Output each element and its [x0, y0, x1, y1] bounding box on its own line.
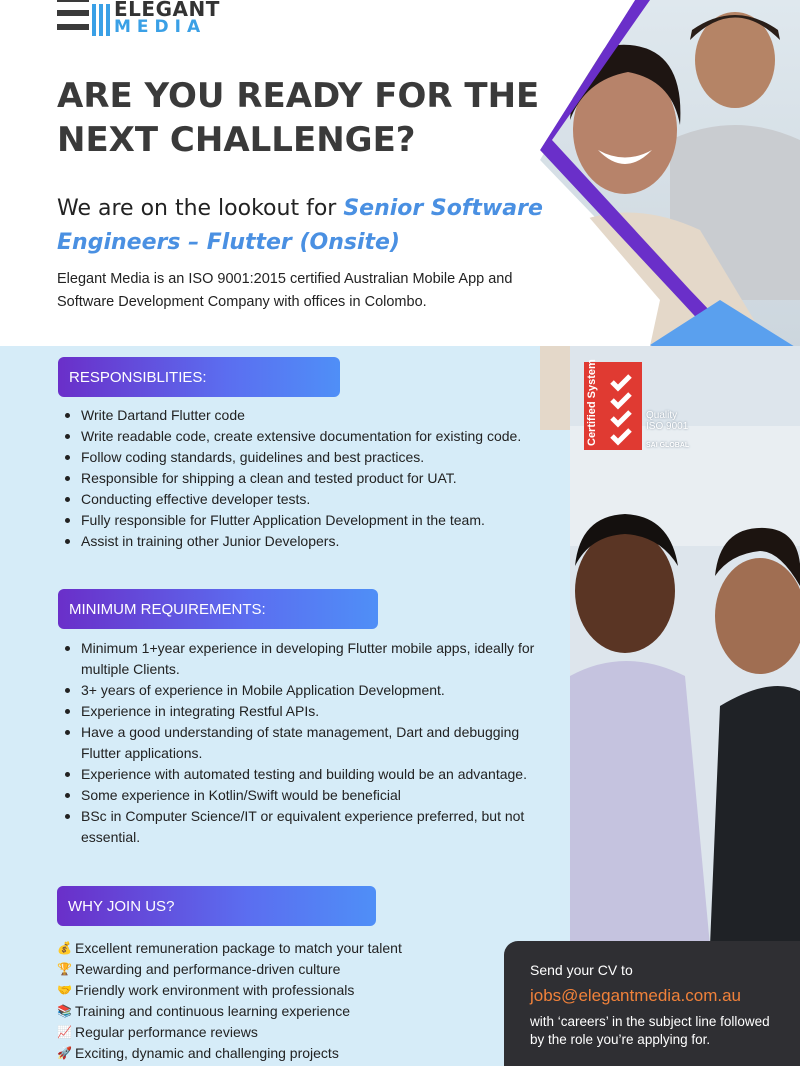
responsibilities-list: [62, 405, 532, 552]
chart-icon: 📈: [57, 1025, 72, 1039]
benefit-text: Regular performance reviews: [75, 1024, 258, 1040]
lookout-prefix: We are on the lookout for: [57, 196, 344, 221]
list-item: Minimum 1+year experience in developing Flutter mobile apps, ideally for multiple Clients.: [62, 638, 542, 680]
list-item: 3+ years of experience in Mobile Application Development.: [62, 680, 542, 701]
trophy-icon: 🏆: [57, 962, 72, 976]
responsibilities-heading: RESPONSIBLITIES:: [58, 357, 340, 397]
list-item: Fully responsible for Flutter Application Development in the team.: [62, 510, 532, 531]
list-item: Have a good understanding of state management, Dart and debugging Flutter applications.: [62, 722, 542, 764]
certified-system-label: Certified System: [586, 359, 598, 446]
elegant-media-logo: [57, 0, 220, 36]
role-title: Senior Software Engineers – Flutter (Onsite): [57, 196, 543, 255]
logo-line-2: MEDIA: [114, 17, 207, 37]
company-description: Elegant Media is an ISO 9001:2015 certified Australian Mobile App and Software Development Company with offices in Colombo.: [57, 271, 513, 310]
list-item: [57, 980, 487, 1001]
benefit-text: Rewarding and performance-driven culture: [75, 961, 341, 977]
requirements-list: [62, 638, 542, 848]
list-item: Assist in training other Junior Developers.: [62, 531, 532, 552]
logo-text: [114, 0, 220, 36]
benefit-text: Friendly work environment with professionals: [75, 982, 355, 998]
subject-instructions: with ‘careers’ in the subject line followed by the role you’re applying for.: [530, 1014, 770, 1047]
list-item: Responsible for shipping a clean and tested product for UAT.: [62, 468, 532, 489]
list-item: Some experience in Kotlin/Swift would be beneficial: [62, 785, 542, 806]
list-item: Experience with automated testing and building would be an advantage.: [62, 764, 542, 785]
send-cv-box: [504, 941, 800, 1066]
list-item: [57, 1022, 487, 1043]
logo-mark-icon: [57, 0, 110, 36]
why-join-heading: WHY JOIN US?: [57, 886, 376, 926]
list-item: Follow coding standards, guidelines and best practices.: [62, 447, 532, 468]
list-item: BSc in Computer Science/IT or equivalent experience preferred, but not essential.: [62, 806, 542, 848]
rocket-icon: 🚀: [57, 1046, 72, 1060]
list-item: Write Dartand Flutter code: [62, 405, 532, 426]
list-item: Experience in integrating Restful APIs.: [62, 701, 542, 722]
benefits-list: [57, 938, 487, 1064]
books-icon: 📚: [57, 1004, 72, 1018]
page-headline: ARE YOU READY FOR THE NEXT CHALLENGE?: [57, 76, 540, 160]
benefit-text: Training and continuous learning experience: [75, 1003, 350, 1019]
iso-text: ISO 9001: [646, 421, 689, 432]
sai-global-label: SAI GLOBAL: [646, 442, 690, 449]
list-item: [57, 959, 487, 980]
list-item: Conducting effective developer tests.: [62, 489, 532, 510]
send-cv-label: Send your CV to: [530, 962, 633, 978]
logo-line-1: ELEGANT: [114, 0, 220, 21]
lookout-heading: [57, 192, 557, 260]
benefit-text: Excellent remuneration package to match your talent: [75, 940, 402, 956]
list-item: [57, 1043, 487, 1064]
list-item: [57, 1001, 487, 1022]
benefit-text: Exciting, dynamic and challenging projects: [75, 1045, 339, 1061]
quality-text: Quality: [646, 410, 678, 421]
quality-label: [646, 410, 688, 432]
list-item: [57, 938, 487, 959]
iso-certification-badge: [584, 359, 708, 452]
list-item: Write readable code, create extensive documentation for existing code.: [62, 426, 532, 447]
handshake-icon: 🤝: [57, 983, 72, 997]
money-bag-icon: 💰: [57, 941, 72, 955]
careers-email-link[interactable]: jobs@elegantmedia.com.au: [530, 986, 741, 1005]
requirements-heading: MINIMUM REQUIREMENTS:: [58, 589, 378, 629]
